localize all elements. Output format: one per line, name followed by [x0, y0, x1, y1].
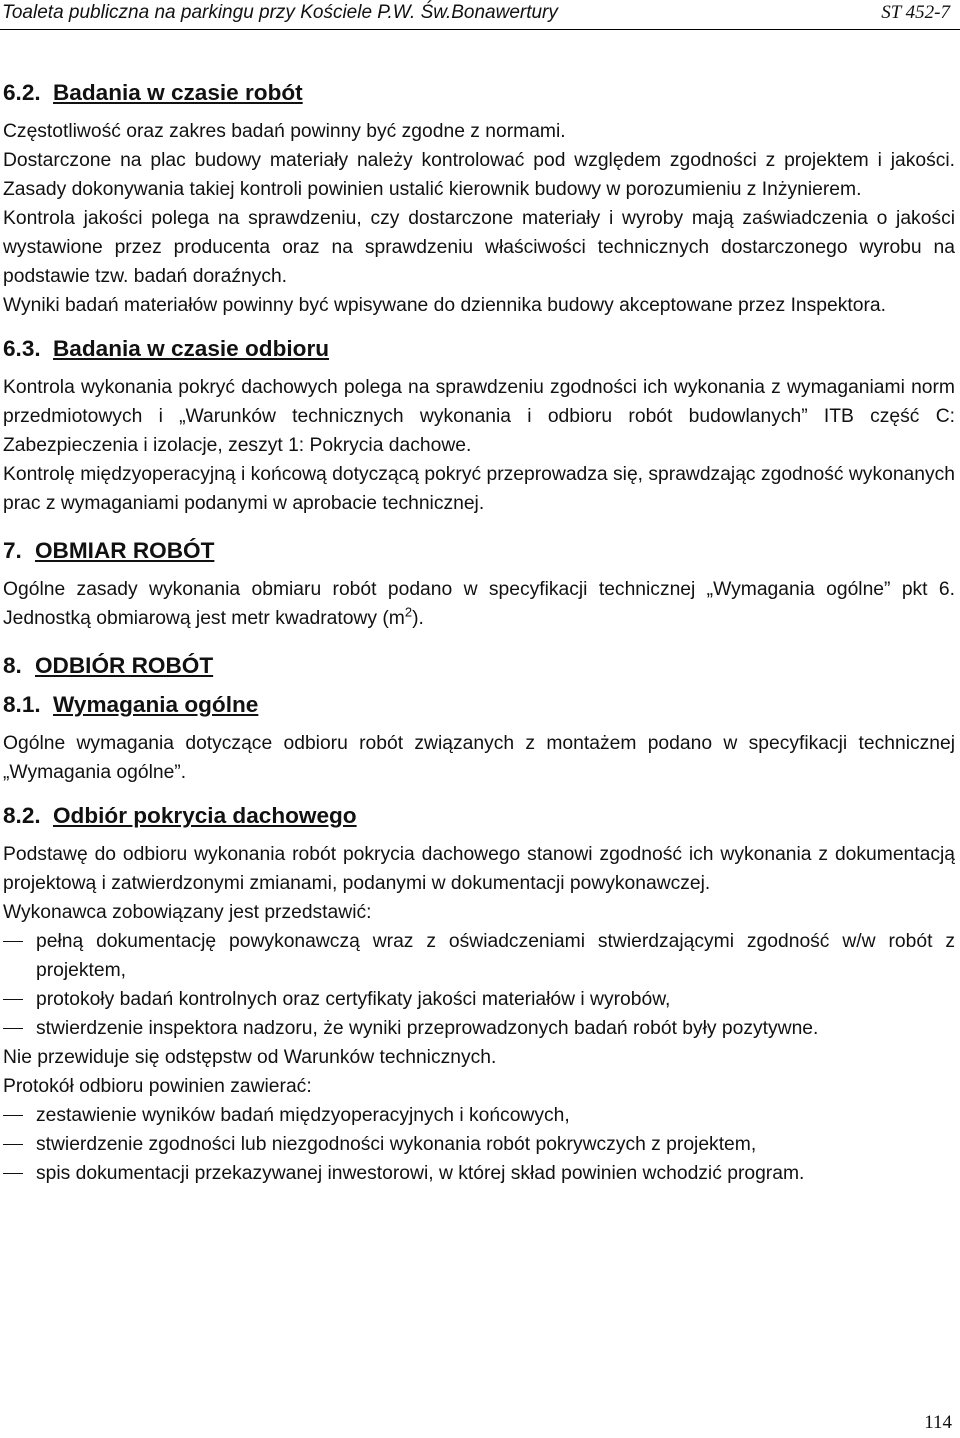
paragraph: Ogólne wymagania dotyczące odbioru robót związanych z montażem podano w specyfikacji technicznej „Wymagania ogólne”.	[3, 733, 955, 783]
list-item: spis dokumentacji przekazywanej inwestorowi, w której skład powinien wchodzić program.	[3, 1159, 955, 1188]
paragraph: Nie przewiduje się odstępstw od Warunków technicznych.	[3, 1047, 497, 1068]
list-item: stwierdzenie zgodności lub niezgodności wykonania robót pokrywczych z projektem,	[3, 1130, 955, 1159]
protocol-contents-list	[3, 1101, 955, 1188]
page-header	[0, 0, 960, 30]
heading-6-2: 6.2. Badania w czasie robót	[3, 80, 303, 105]
paragraph: Ogólne zasady wykonania obmiaru robót podano w specyfikacji technicznej „Wymagania ogólne” pkt 6. Jednostką obmiarową jest metr kwadratowy $(m^2)$.	[3, 579, 955, 629]
paragraph: Wyniki badań materiałów powinny być wpisywane do dziennika budowy akceptowane przez Inspektora.	[3, 295, 886, 316]
paragraph: Dostarczone na plac budowy materiały należy kontrolować pod względem zgodności z projektem i jakości. Zasady dokonywania takiej kontroli powinien ustalić kierownik budowy w porozumieniu z Inżynierem.	[3, 150, 955, 200]
deliverables-list	[3, 927, 955, 1043]
heading-7: 7. OBMIAR ROBÓT	[3, 538, 215, 563]
heading-8: 8. ODBIÓR ROBÓT	[3, 653, 214, 678]
paragraph: Kontrola jakości polega na sprawdzeniu, czy dostarczone materiały i wyroby mają zaświadczenia o jakości wystawione przez producenta oraz na sprawdzeniu właściwości technicznych dostarczonego wyrobu na podstawie tzw. badań doraźnych.	[3, 208, 955, 287]
document-title: Toaleta publiczna na parkingu przy Kościele P.W. Św.Bonawertury	[2, 2, 558, 23]
spec-code: ST 452-7	[881, 2, 950, 23]
heading-6-3: 6.3. Badania w czasie odbioru	[3, 336, 330, 361]
paragraph: Wykonawca zobowiązany jest przedstawić:	[3, 902, 372, 923]
heading-8-2: 8.2. Odbiór pokrycia dachowego	[3, 803, 357, 828]
list-item: protokoły badań kontrolnych oraz certyfikaty jakości materiałów i wyrobów,	[3, 985, 955, 1014]
page-number: 114	[924, 1412, 952, 1433]
header-rule	[0, 29, 960, 30]
heading-8-1: 8.1. Wymagania ogólne	[3, 692, 259, 717]
document-body	[3, 78, 955, 1188]
list-item: stwierdzenie inspektora nadzoru, że wyniki przeprowadzonych badań robót były pozytywne.	[3, 1014, 955, 1043]
paragraph: Kontrolę międzyoperacyjną i końcową dotyczącą pokryć przeprowadza się, sprawdzając zgodność wykonanych prac z wymaganiami podanymi w aprobacie technicznej.	[3, 464, 955, 514]
list-item: pełną dokumentację powykonawczą wraz z oświadczeniami stwierdzającymi zgodność w/w robót z projektem,	[3, 927, 955, 985]
list-item: zestawienie wyników badań międzyoperacyjnych i końcowych,	[3, 1101, 955, 1130]
paragraph: Częstotliwość oraz zakres badań powinny być zgodne z normami.	[3, 121, 566, 142]
paragraph: Protokół odbioru powinien zawierać:	[3, 1076, 312, 1097]
paragraph: Podstawę do odbioru wykonania robót pokrycia dachowego stanowi zgodność ich wykonania z dokumentacją projektową i zatwierdzonymi zmianami, podanymi w dokumentacji powykonawczej.	[3, 844, 955, 894]
paragraph: Kontrola wykonania pokryć dachowych polega na sprawdzeniu zgodności ich wykonania z wymaganiami norm przedmiotowych i „Warunków technicznych wykonania i odbioru robót budowlanych” ITB część C: Zabezpieczenia i izolacje, zeszyt 1: Pokrycia dachowe.	[3, 377, 955, 456]
